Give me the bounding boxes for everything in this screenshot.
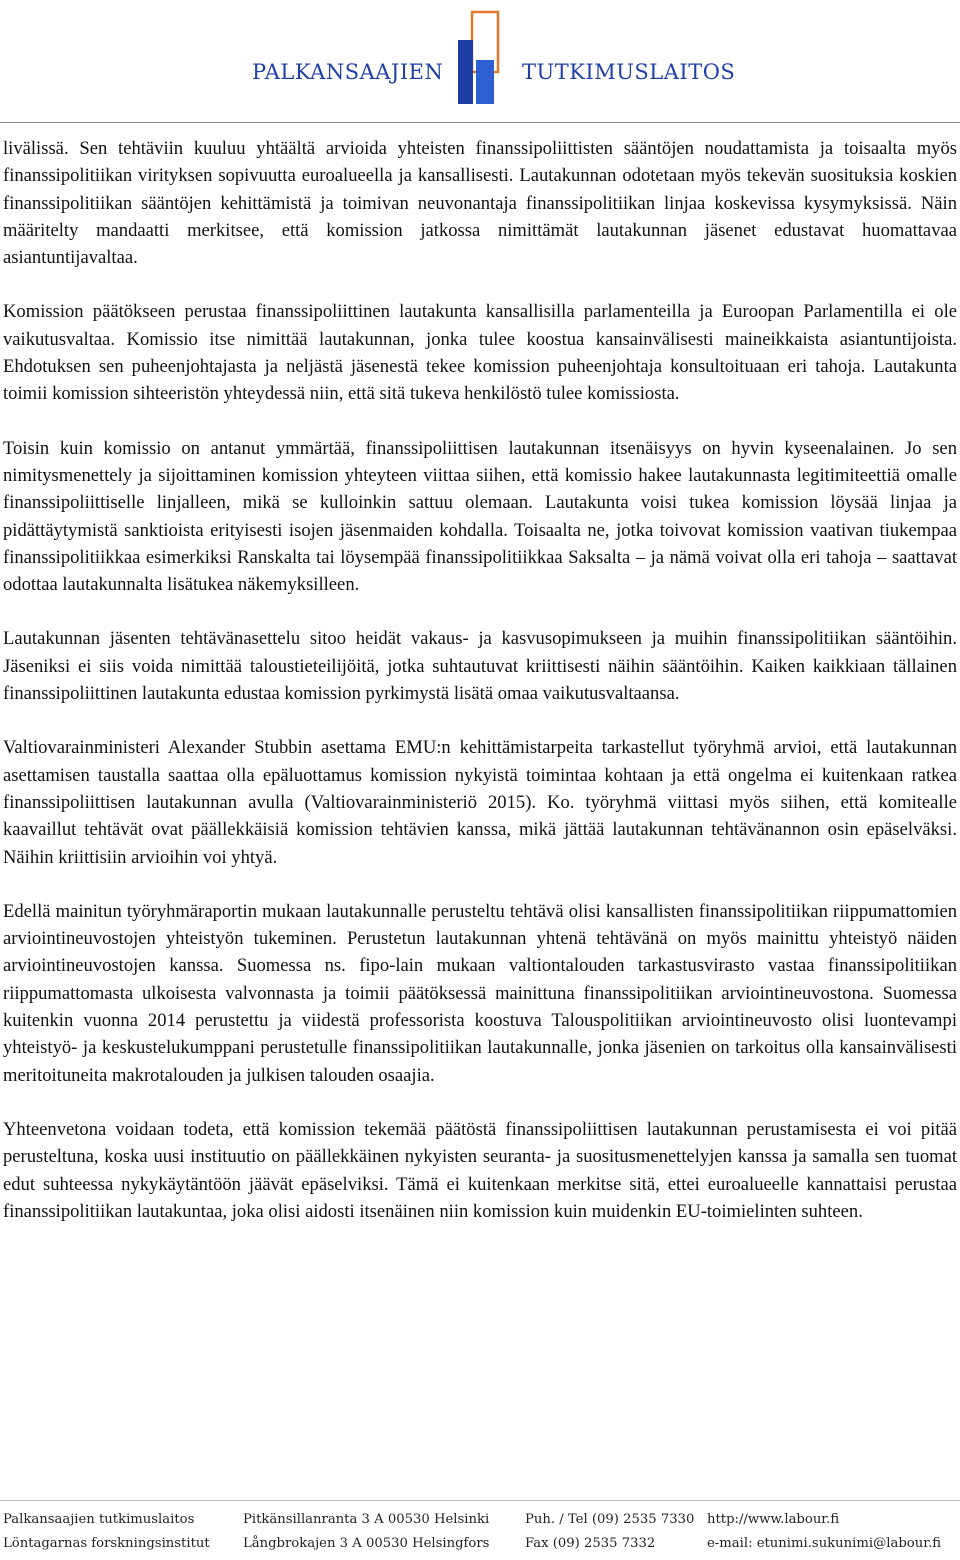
org-name-right: TUTKIMUSLAITOS bbox=[522, 60, 736, 84]
footer-institute-name-sv: Löntagarnas forskningsinstitut bbox=[3, 1536, 210, 1551]
footer-website-link[interactable]: http://www.labour.fi bbox=[707, 1512, 840, 1527]
paragraph: Komission päätökseen perustaa finanssipoliittinen lautakunta kansallisilla parlamenteilla ja Euroopan Parlamentilla ei ole vaikutusvaltaa. Komissio itse nimittää lautakunnan, jonka tulee koostua kansainvälisesti maineikkaista asiantuntijoista. Ehdotuksen sen puheenjohtajasta ja neljästä jäsenestä tekee komission puheenjohtaja konsultoituaan eri tahoja. Lautakunta toimii komission sihteeristön yhteydessä niin, että sitä tukeva henkilöstö tulee komissiosta. bbox=[3, 301, 957, 405]
footer-fax: Fax (09) 2535 7332 bbox=[525, 1536, 656, 1551]
paragraph: livälissä. Sen tehtäviin kuuluu yhtäältä arvioida yhteisten finanssipoliittisten sääntöjen noudattamista ja toisaalta myös finanssipolitiikan virityksen sopivuutta euroalueella ja kansallisesti. Lautakunnan odotetaan myös tekevän suosituksia koskien finanssipolitiikan sääntöjen kehittämistä ja toimivan neuvonantaja finanssipolitiikan linjaa koskevissa kysymyksissä. Näin määritelty mandaatti merkitsee, että komission jatkossa nimittämät lautakunnan jäsenet edustavat huomattavaa asiantuntijavaltaa. bbox=[3, 138, 957, 269]
footer-phone: Puh. / Tel (09) 2535 7330 bbox=[525, 1512, 695, 1527]
institute-logo bbox=[452, 10, 504, 106]
paragraph: Valtiovarainministeri Alexander Stubbin asettama EMU:n kehittämistarpeita tarkastellut työryhmä arvioi, että lautakunnan asettamisen taustalla saattaa olla epäluottamus komission nykyistä toimintaa kohtaan ja että ongelma ei kuitenkaan ratkea finanssipoliittisen lautakunnan avulla (Valtiovarainministeriö 2015). Ko. työryhmä viittasi myös siihen, että komitealle kaavaillut tehtävät ovat päällekkäisiä komission tehtävien kanssa, mikä jättää lautakunnan tehtävänannon osin epäselväksi. Näihin kriittisiin arvioihin voi yhtyä. bbox=[3, 737, 957, 868]
footer-address: Pitkänsillanranta 3 A 00530 Helsinki bbox=[243, 1512, 490, 1527]
footer-email-link[interactable]: e-mail: etunimi.sukunimi@labour.fi bbox=[707, 1536, 942, 1551]
page-footer bbox=[3, 1512, 960, 1560]
footer-divider bbox=[0, 1500, 960, 1501]
paragraph: Edellä mainitun työryhmäraportin mukaan lautakunnalle perusteltu tehtävä olisi kansallisten finanssipolitiikan riippumattomien arviointineuvostojen yhteistyön tukeminen. Perustetun lautakunnan yhtenä tehtävänä on myös mainittu yhteistyö näiden arviointineuvostojen kanssa. Suomessa ns. fipo-lain mukaan valtiontalouden tarkastusvirasto vastaa finanssipolitiikan riippumattomasta ulkoisesta valvonnasta ja toimii päätöksessä mainittuna finanssipolitiikan arviointineuvostona. Suomessa kuitenkin vuonna 2014 perustettu ja viidestä professorista koostuva Talouspolitiikan arviointineuvosto olisi luontevampi yhteistyö- ja keskustelukumppani perustetulle finanssipolitiikan lautakunnalle, jonka jäsenien on tarkoitus olla kansainvälisesti meritoituneita makrotalouden ja julkisen talouden osaajia. bbox=[3, 900, 957, 1086]
paragraph: Lautakunnan jäsenten tehtävänasettelu sitoo heidät vakaus- ja kasvusopimukseen ja muihin finanssipolitiikan sääntöihin. Jäseniksi ei siis voida nimittää taloustieteilijöitä, jotka suhtautuvat kriittisesti näihin sääntöihin. Kaiken kaikkiaan tällainen finanssipoliittinen lautakunta edustaa komission pyrkimystä lisätä omaa vaikutusvaltaansa. bbox=[3, 628, 957, 705]
document-body bbox=[3, 135, 957, 1252]
org-name-left: PALKANSAAJIEN bbox=[252, 60, 444, 84]
header-divider bbox=[0, 122, 960, 123]
paragraph: Yhteenvetona voidaan todeta, että komission tekemää päätöstä finanssipoliittisen lautakunnan perustamisesta ei voi pitää perusteltuna, koska uusi instituutio on päällekkäinen nykyisten seuranta- ja suositusmenettelyjen kanssa ja samalla sen tuomat edut suhteessa nykykäytäntöön jäävät epäselviksi. Tämä ei kuitenkaan merkitse sitä, ettei euroalueelle kannattaisi perustaa finanssipolitiikan lautakuntaa, joka olisi aidosti itsenäinen niin komission kuin muidenkin EU-toimielinten suhteen. bbox=[3, 1118, 957, 1222]
footer-address-sv: Långbrokajen 3 A 00530 Helsingfors bbox=[243, 1536, 490, 1551]
logo-light-blue-bar bbox=[476, 60, 494, 104]
logo-blue-bar bbox=[458, 40, 473, 104]
footer-row-finnish bbox=[3, 1512, 960, 1536]
footer-institute-name: Palkansaajien tutkimuslaitos bbox=[3, 1512, 195, 1527]
footer-row-swedish bbox=[3, 1536, 960, 1560]
paragraph: Toisin kuin komissio on antanut ymmärtää, finanssipoliittisen lautakunnan itsenäisyys on hyvin kyseenalainen. Jo sen nimitysmenettely ja sijoittaminen komission yhteyteen viittaa siihen, että komissio hakee lautakunnasta legitimiteettiä omalle finanssipoliittiselle linjalleen, mikä se kulloinkin sattuu olemaan. Lautakunta voisi tukea komission löysää linjaa ja pidättäytymistä sanktioista erityisesti isojen jäsenmaiden kohdalla. Toisaalta ne, jotka toivovat komission vaativan tiukempaa finanssipolitiikkaa esimerkiksi Ranskalta tai löysempää finanssipolitiikkaa Saksalta – ja nämä voivat olla eri tahoja – saattavat odottaa lautakunnalta lisätukea näkemyksilleen. bbox=[3, 437, 957, 596]
page-header bbox=[0, 0, 960, 120]
